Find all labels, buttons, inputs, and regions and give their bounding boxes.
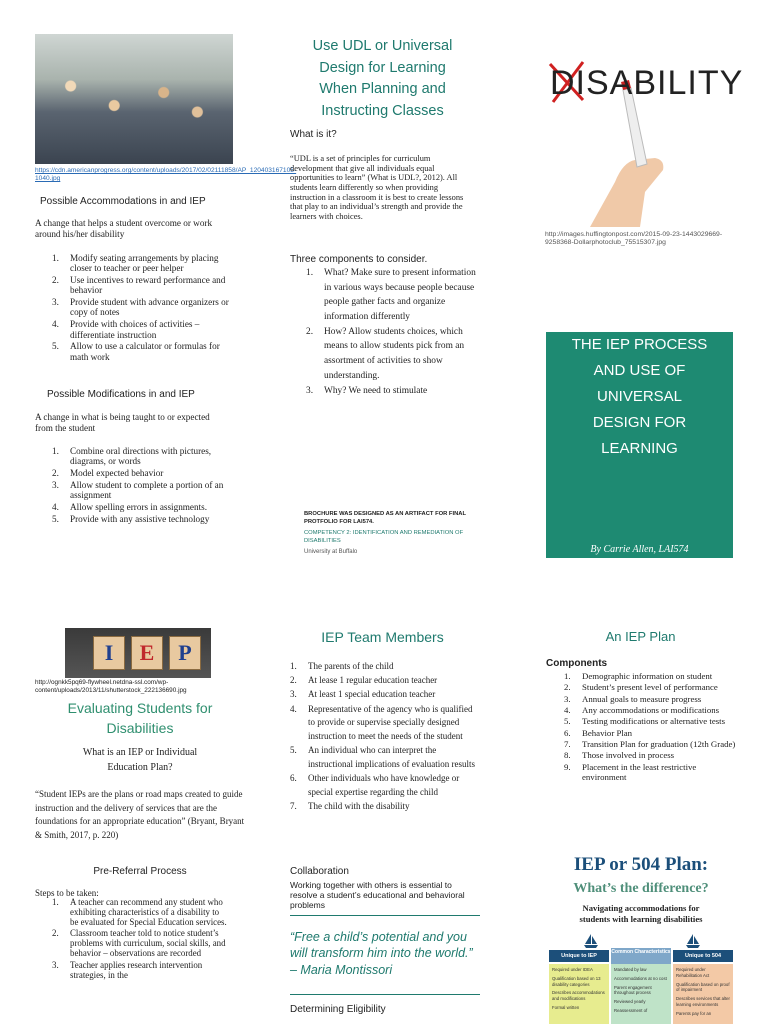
list-item: 5. Allow to use a calculator or formulas for math work [52,341,220,362]
components-list [306,266,481,398]
infographic-title: IEP or 504 Plan: [573,854,709,875]
team-members-title: IEP Team Members [321,629,444,645]
iep-blocks-caption[interactable]: http://ognkk5pq69-flywheel.netdna-ssl.com/wp-content/uploads/2013/11/shutterstock_222136690.jpg [35,679,187,694]
col-504: Required under Rehabilitation Act Qualification based on proof of impairment Describes services that alter learning environments Parents pay for an [673,964,733,1024]
team-members-list [290,660,480,814]
list-item: 4. Representative of the agency who is qualified to provide or supervise specially designed instruction to meet the needs of the student [290,703,473,741]
list-item: 5. Provide with any assistive technology [52,513,210,524]
modifications-list [52,446,230,526]
steps-list [52,898,227,981]
prereferral-title: Pre-Referral Process [93,866,187,877]
col-header-504: Unique to 504 [673,950,733,962]
iep-plan-title: An IEP Plan [605,629,676,644]
accommodations-title: Possible Accommodations in and IEP [40,196,206,207]
block-e: E [131,636,163,670]
brochure-note: BROCHURE WAS DESIGNED AS AN ARTIFACT FOR FINAL PROTFOLIO FOR LAI574. [304,511,466,525]
accommodations-intro: A change that helps a student overcome or work around his/her disability [35,218,213,239]
collaboration-text: Working together with others is essential to resolve a student’s educational and behavioral problems [290,880,465,911]
plan-components-list [564,672,739,784]
list-item: 1. A teacher can recommend any student who exhibiting characteristics of a disability to be evaluated for Special Education services. [52,898,227,927]
block-i: I [93,636,125,670]
collaboration-title: Collaboration [290,866,349,877]
col-common: Mandated by law Accommodations at no cost Parent engagement throughout process Reviewed yearly Reassessment of [611,964,671,1024]
plan-components-title: Components [546,658,608,669]
steps-list-clip [52,898,232,1024]
sailboat-icon [583,934,599,948]
list-item: 3. Annual goals to measure progress [564,693,702,704]
disability-word: DISABILITY [550,64,744,102]
modifications-title: Possible Modifications in and IEP [47,389,195,400]
what-is-it-heading: What is it? [290,129,337,140]
list-item: 9. Placement in the least restrictive environment [564,761,697,782]
iep-quote: “Student IEPs are the plans or road maps created to guide instruction and the delivery of services that are the foundations for an appropriate education” (Bryant, Bryant & Smith, 2017, p. 220) [35,789,245,840]
list-item: 4. Provide with choices of activities – differentiate instruction [52,319,200,340]
sailboat-icon [685,934,701,948]
list-item: 8. Those involved in process [564,750,675,761]
cover-author: By Carrie Allen, LAI574 [590,544,689,555]
list-item: 2. How? Allow students choices, which means to allow students pick from an assortment of activities to show understanding. [306,326,465,381]
disability-image-caption[interactable]: http://images.huffingtonpost.com/2015-09-23-1443029669-9258368-Dollarphotoclub_75515307.jpg [545,231,723,247]
list-item: 1. Modify seating arrangements by placing closer to teacher or peer helper [52,253,219,274]
list-item: 3. Provide student with advance organizers or copy of notes [52,297,229,318]
competency-note: COMPETENCY 2: IDENTIFICATION AND REMEDIATION OF DISABILITIES [304,530,464,544]
eligibility-title: Determining Eligibility [290,1004,386,1015]
list-item: 3. Allow student to complete a portion of an assignment [52,479,224,501]
udl-definition: “UDL is a set of principles for curriculum development that give all individuals equal opportunities to learn” (What is UDL?, 2012). All students learn differently so when providing instruction in a classroom it is best to create lessons that play to an individual’s strength and provide the learners with choices. [290,154,464,221]
classroom-photo [35,34,233,164]
list-item: 1. The parents of the child [290,661,394,671]
quote-rule-bottom [290,994,480,995]
list-item: 1. Demographic information on student [564,671,713,681]
disability-image [545,42,744,227]
quote-rule-top [290,915,480,916]
list-item: 6. Behavior Plan [564,727,633,738]
udl-title: Use UDL or Universal Design for Learning When Planning and Instructing Classes [312,38,453,119]
iep-blocks-photo [65,628,211,678]
col-iep: Required under IDEA Qualification based on 13 disability categories Describes accommodations and modifications Formal written [549,964,609,1024]
list-item: 3. Teacher applies research intervention strategies, in the [52,959,203,980]
list-item: 5. Testing modifications or alternative tests [564,716,726,727]
infographic-tagline: Navigating accommodations for students with learning disabilities [579,903,703,924]
accommodations-list [52,253,230,363]
list-item: 7. Transition Plan for graduation (12th Grade) [564,739,736,750]
components-list-clip [306,266,481,419]
list-item: 2. At lease 1 regular education teacher [290,675,438,686]
cover-title: THE IEP PROCESS AND USE OF UNIVERSAL DESIGN FOR LEARNING [571,336,708,457]
list-item: 4. Any accommodations or modifications [564,705,720,716]
modifications-intro: A change in what is being taught to or expected from the student [35,412,210,433]
list-item: 5. An individual who can interpret the instructional implications of evaluation results [290,745,475,769]
evaluating-title: Evaluating Students for Disabilities [67,700,213,736]
iep-504-infographic [545,852,737,1024]
list-item: 2. Model expected behavior [52,468,164,479]
steps-label: Steps to be taken: [35,888,99,898]
list-item: 2. Student’s present level of performance [564,682,718,693]
infographic-subtitle: What’s the difference? [573,881,709,896]
list-item: 3. At least 1 special education teacher [290,689,436,700]
list-item: 1. What? Make sure to present information in various ways because people because people gather facts and organize information differently [306,268,476,322]
components-heading: Three components to consider. [290,254,428,265]
university-note: University at Buffalo [304,549,358,555]
list-item: 4. Allow spelling errors in assignments. [52,501,208,512]
list-item: 3. Why? We need to stimulate [306,385,428,396]
block-p: P [169,636,201,670]
list-item: 6. Other individuals who have knowledge or special expertise regarding the child [290,772,460,797]
montessori-quote: “Free a child’s potential and you will transform him into the world.” – Maria Montissori [290,930,473,977]
cover-box [546,332,733,558]
list-item: 2. Classroom teacher told to notice student’s problems with curriculum, social skills, and behavior – observations are recorded [52,928,226,959]
list-item: 1. Combine oral directions with pictures, diagrams, or words [52,446,212,467]
iep-question: What is an IEP or Individual Education Plan? [82,747,198,773]
col-header-iep: Unique to IEP [549,950,609,962]
classroom-photo-caption[interactable]: https://cdn.americanprogress.org/content/uploads/2017/02/02111858/AP_120403167105-1040.jpg [35,167,297,182]
list-item: 2. Use incentives to reward performance and behavior [52,275,226,296]
list-item: 7. The child with the disability [290,800,410,811]
col-header-common: Common Characteristics [611,948,671,964]
